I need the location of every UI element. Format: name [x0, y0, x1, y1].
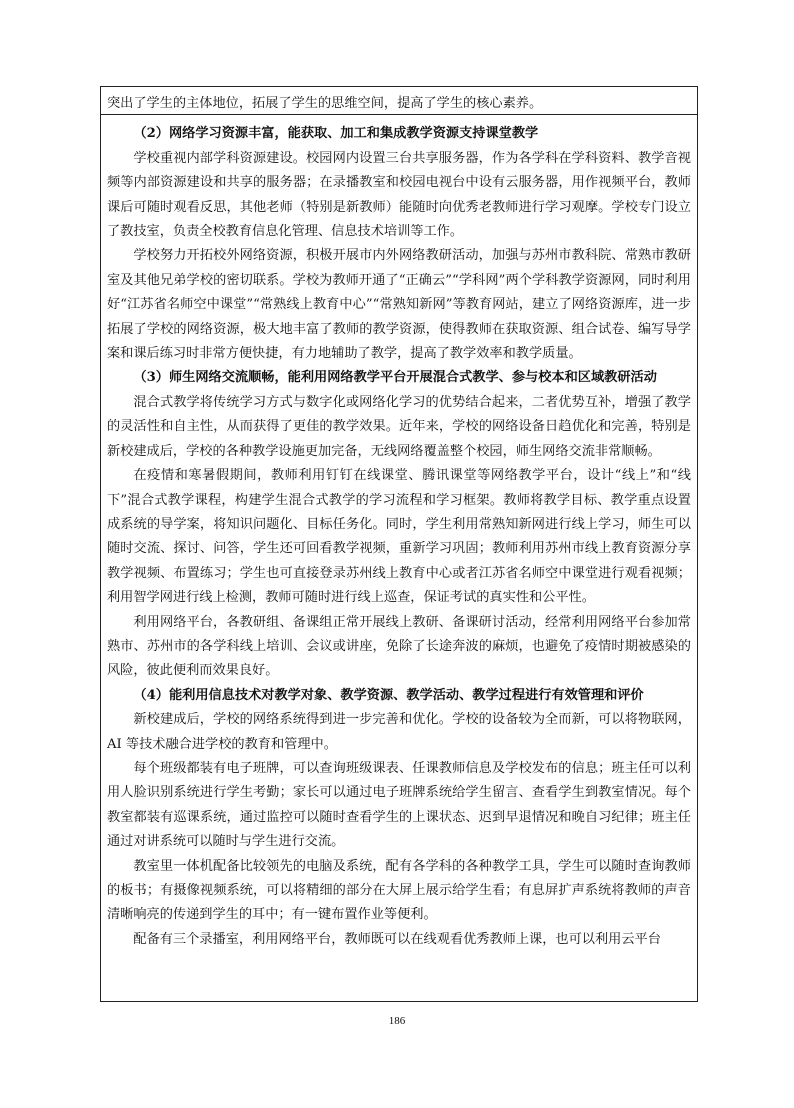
paragraph: 在疫情和寒暑假期间，教师利用钉钉在线课堂、腾讯课堂等网络教学平台，设计“线上”和“线下”混合式教学课程，构建学生混合式教学的学习流程和学习框架。教师将教学目标、教学重点设置成系统的导学案，将知识问题化、目标任务化。同时，学生利用常熟知新网进行线上学习，师生可以随时交流、探讨、问答，学生还可回看教学视频，重新学习巩固；教师利用苏州市线上教育资源分享教学视频、布置练习；学生也可直接登录苏州线上教育中心或者江苏省名师空中课堂进行观看视频；利用智学网进行线上检测，教师可随时进行线上巡查，保证考试的真实性和公平性。: [107, 468, 691, 606]
paragraph: 教室里一体机配备比较领先的电脑及系统，配有各学科的各种教学工具，学生可以随时查询教师的板书；有摄像视频系统，可以将精细的部分在大屏上展示给学生看；有息屏扩声系统将教师的声音清晰响亮的传递到学生的耳中；有一键布置作业等便利。: [107, 858, 691, 923]
paragraph: 学校努力开拓校外网络资源，积极开展市内外网络教研活动，加强与苏州市教科院、常熟市教研室及其他兄弟学校的密切联系。学校为教师开通了“正确云”“学科网”两个学科教学资源网，同时利用好“江苏省名师空中课堂”“常熟线上教育中心”“常熟知新网”等教育网站，建立了网络资源库，进一步拓展了学校的网络资源，极大地丰富了教师的教学资源，使得教师在获取资源、组合试卷、编写导学案和课后练习时非常方便快捷，有力地辅助了教学，提高了教学效率和教学质量。: [107, 248, 691, 362]
continued-line: 突出了学生的主体地位，拓展了学生的思维空间，提高了学生的核心素养。: [107, 96, 543, 111]
page-number: 186: [388, 1015, 406, 1027]
document-body: [107, 92, 691, 952]
paragraph: 利用网络平台，各教研组、备课组正常开展线上教研、备课研讨活动，经常利用网络平台参加常熟市、苏州市的各学科线上培训、会议或讲座，免除了长途奔波的麻烦，也避免了疫情时期被感染的风险，彼此便利而效果良好。: [107, 614, 691, 679]
section-heading-2: （2）网络学习资源丰富，能获取、加工和集成教学资源支持课堂教学: [133, 126, 539, 142]
paragraph: 配备有三个录播室，利用网络平台，教师既可以在线观看优秀教师上课，也可以利用云平台: [133, 931, 661, 947]
paragraph: 混合式教学将传统学习方式与数字化或网络化学习的优势结合起来，二者优势互补，增强了教学的灵活性和自主性，从而获得了更佳的教学效果。近年来，学校的网络设备日趋优化和完善，特别是新校建成后，学校的各种教学设施更加完备，无线网络覆盖整个校园，师生网络交流非常顺畅。: [107, 394, 691, 459]
document-table-frame: [100, 86, 698, 1002]
section-heading-3: （3）师生网络交流顺畅，能利用网络教学平台开展混合式教学、参与校本和区域教研活动: [133, 370, 657, 386]
paragraph: 新校建成后，学校的网络系统得到进一步完善和优化。学校的设备较为全而新，可以将物联网，AI 等技术融合进学校的教育和管理中。: [107, 712, 691, 752]
paragraph: 学校重视内部学科资源建设。校园网内设置三台共享服务器，作为各学科在学科资料、教学音视频等内部资源建设和共享的服务器；在录播教室和校园电视台中设有云服务器，用作视频平台，教师课后可随时观看反思，其他老师（特别是新教师）能随时向优秀老教师进行学习观摩。学校专门设立了教技室，负责全校教育信息化管理、信息技术培训等工作。: [107, 150, 691, 240]
paragraph: 每个班级都装有电子班牌，可以查询班级课表、任课教师信息及学校发布的信息；班主任可以利用人脸识别系统进行学生考勤；家长可以通过电子班牌系统给学生留言、查看学生到教室情况。每个教室都装有巡课系统，通过监控可以随时查看学生的上课状态、迟到早退情况和晚自习纪律；班主任通过对讲系统可以随时与学生进行交流。: [107, 760, 691, 850]
section-heading-4: （4）能利用信息技术对教学对象、教学资源、教学活动、教学过程进行有效管理和评价: [133, 687, 644, 703]
